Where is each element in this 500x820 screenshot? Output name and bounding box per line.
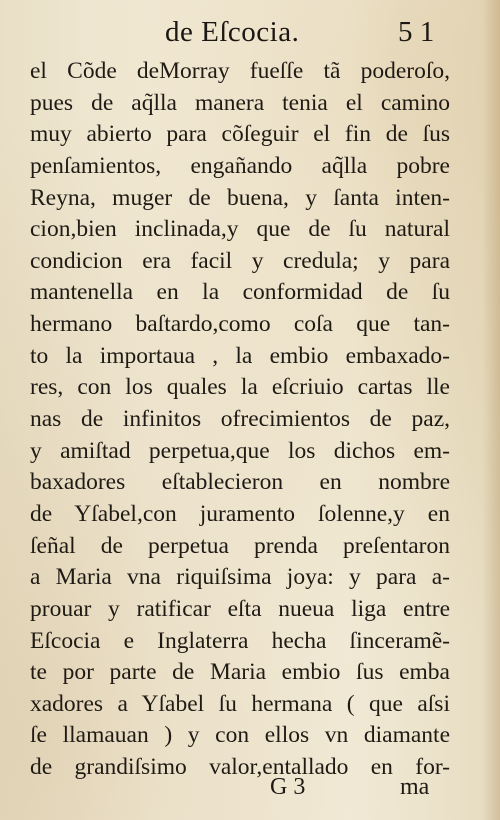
text-line: el Cõde deMorray fueſſe tã poderoſo, — [30, 58, 450, 84]
text-line: Eſcocia e Inglaterra hecha ſinceramẽ- — [30, 627, 450, 654]
text-line: pues de aq̃lla manera tenia el camino — [30, 89, 450, 116]
text-line: de grandiſsimo valor,entallado en for- — [30, 754, 450, 781]
text-line: nas de infinitos ofrecimientos de paz, — [30, 406, 450, 433]
text-line: muy abierto para cõſeguir el fin de ſus — [30, 121, 450, 148]
text-line: te por parte de Maria embio ſus emba — [30, 659, 450, 686]
text-line: a Maria vna riquiſsima joya: y para a- — [30, 564, 450, 591]
text-line: cion,bien inclinada,y que de ſu natural — [30, 216, 450, 243]
text-line: prouar y ratificar eſta nueua liga entre — [30, 595, 450, 622]
running-title: de Eſcocia. — [165, 16, 300, 48]
catchword: ma — [400, 774, 430, 800]
text-line: baxadores eſtablecieron en nombre — [30, 469, 450, 496]
body-text — [30, 56, 450, 784]
signature-mark: G 3 — [270, 774, 306, 800]
text-line: ſeñal de perpetua prenda preſentaron — [30, 532, 450, 559]
page-number: 5 1 — [398, 16, 435, 48]
text-line: to la importaua , la embio embaxado- — [30, 342, 450, 369]
text-line: penſamientos, engañando aq̃lla pobre — [30, 152, 450, 179]
page-footer — [0, 774, 500, 808]
text-line: res, con los quales la eſcriuio cartas lle — [30, 374, 450, 401]
text-line: y amiſtad perpetua,que los dichos em- — [30, 437, 450, 464]
text-line: Reyna, muger de buena, y ſanta inten- — [30, 184, 450, 211]
text-line: condicion era facil y credula; y para — [30, 247, 450, 274]
text-line: de Yſabel,con juramento ſolenne,y en — [30, 500, 450, 527]
text-line: hermano baſtardo,como coſa que tan- — [30, 311, 450, 338]
page-edge-stain — [482, 0, 500, 820]
page-header — [0, 12, 500, 52]
text-line: mantenella en la conformidad de ſu — [30, 279, 450, 306]
text-line: ſe llamauan ) y con ellos vn diamante — [30, 722, 450, 749]
text-line: xadores a Yſabel ſu hermana ( que aſsi — [30, 690, 450, 717]
